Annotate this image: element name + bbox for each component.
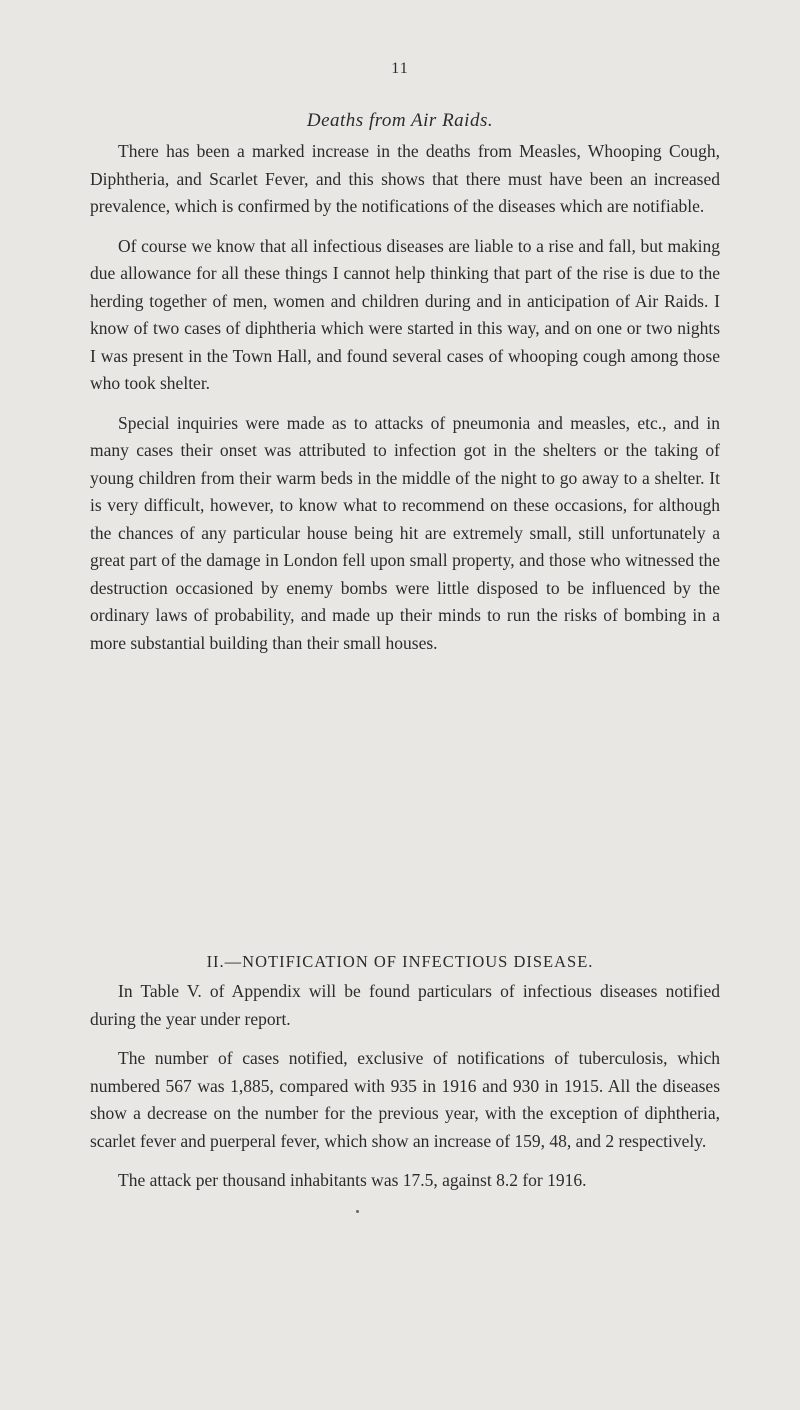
part-heading: II.—NOTIFICATION OF INFECTIOUS DISEASE. <box>206 952 594 971</box>
paragraph: Special inquiries were made as to attacks of pneumonia and measles, etc., and in many cases their onset was attributed to infection got in the shelters or the taking of young children from their warm beds in the middle of the night to go away to a shelter. It is very difficult, however, to know what to recommend on these occasions, for although the chances of any particular house being hit are extremely small, still unfortunately a great part of the damage in London fell upon small property, and those who witnessed the destruction occasioned by enemy bombs were little disposed to be influenced by the ordinary laws of probability, and made up their minds to run the risks of bombing in a more substantial building than their small houses. <box>90 412 720 653</box>
section-heading: Deaths from Air Raids. <box>306 110 494 131</box>
paragraph: In Table V. of Appendix will be found particulars of infectious diseases notified during the year under report. <box>90 981 720 1029</box>
paragraph: The number of cases notified, exclusive of notifications of tuberculosis, which numbered 567 was 1,885, compared with 935 in 1916 and 930 in 1915. All the diseases show a decrease on the number for the previous year, with the exception of diphtheria, scarlet fever and puerperal fever, which show an increase of 159, 48, and 2 respectively. <box>90 1048 720 1151</box>
paragraph: Of course we know that all infectious diseases are liable to a rise and fall, but making due allowance for all these things I cannot help thinking that part of the rise is due to the herding together of men, women and children during and in anticipation of Air Raids. I know of two cases of diphtheria which were started in this way, and on one or two nights I was present in the Town Hall, and found several cases of whooping cough among those who took shelter. <box>90 235 720 393</box>
page-number: 11 <box>391 60 409 77</box>
section-body <box>90 138 720 669</box>
paragraph: There has been a marked increase in the deaths from Measles, Whooping Cough, Diphtheria, and Scarlet Fever, and this shows that there must have been an increased prevalence, which is confirmed by the notifications of the diseases which are notifiable. <box>90 141 720 216</box>
paper-speck <box>356 1210 359 1213</box>
part-body <box>90 978 720 1207</box>
paragraph: The attack per thousand inhabitants was 17.5, against 8.2 for 1916. <box>118 1170 587 1190</box>
